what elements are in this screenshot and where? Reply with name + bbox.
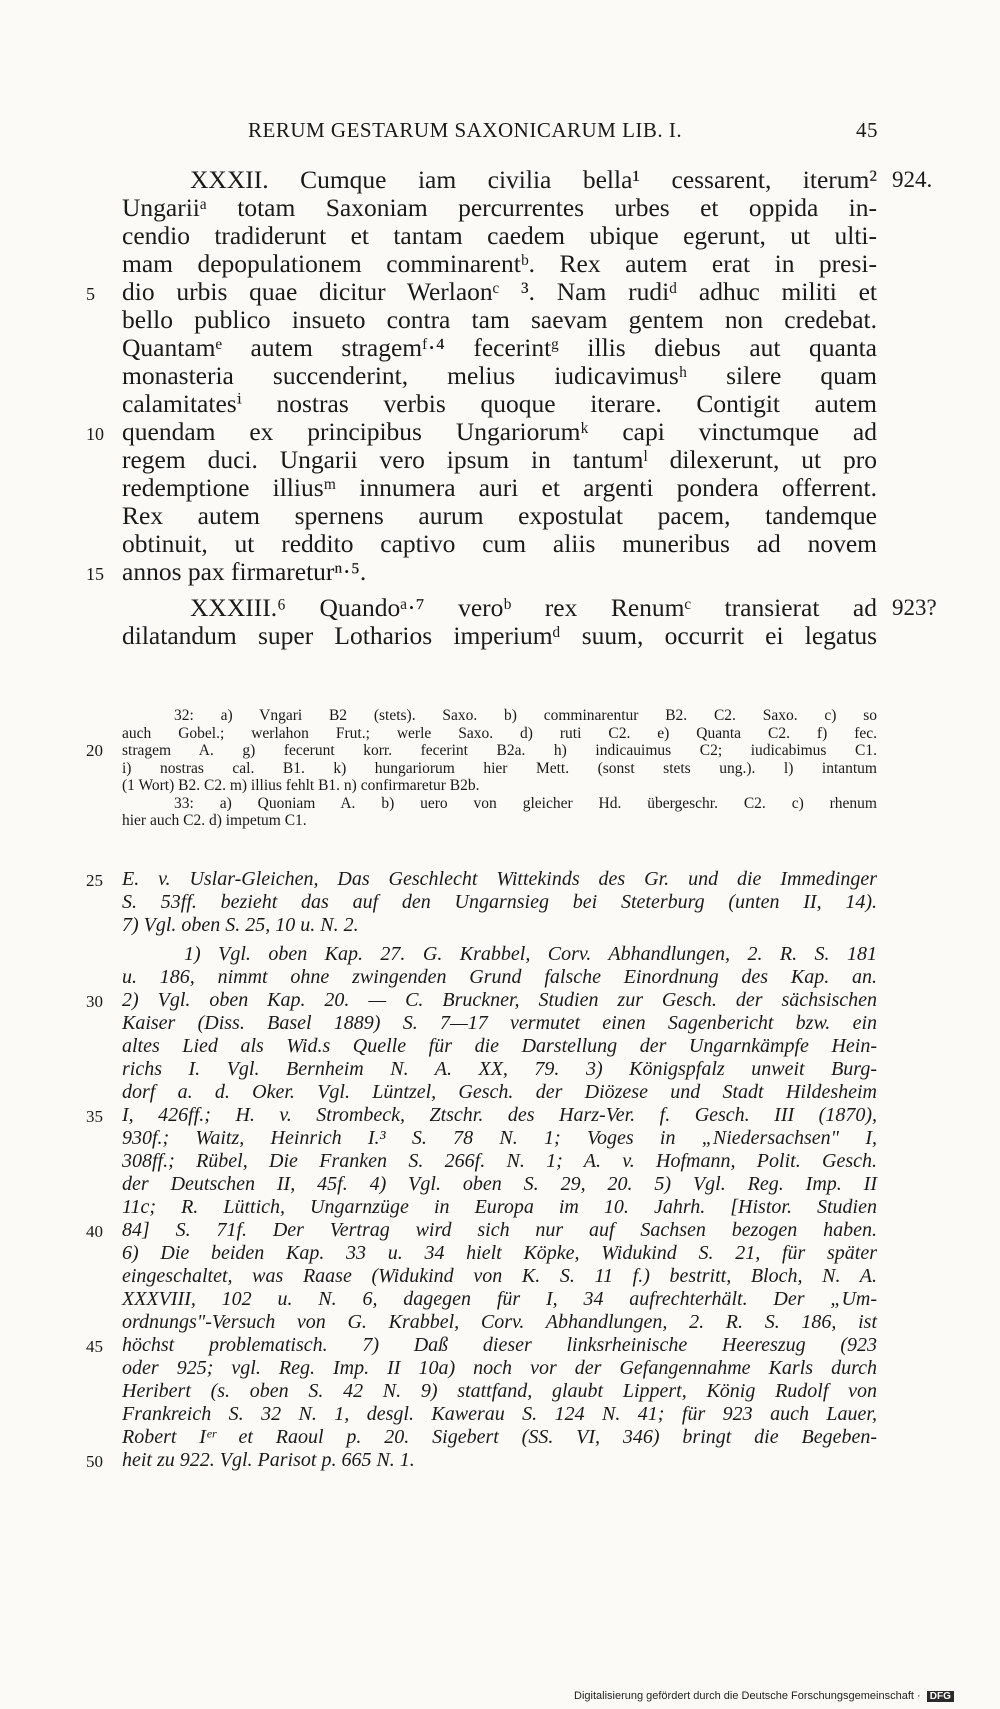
text-line-text: XXXIII.⁶ Quandoᵃ·⁷ veroᵇ rex Renumᶜ transierat ad — [190, 593, 877, 622]
commentary-line-text: Heribert (s. oben S. 42 N. 9) stattfand, glaubt Lippert, König Rudolf von — [122, 1380, 877, 1402]
commentary-line-text: 7) Vgl. oben S. 25, 10 u. N. 2. — [122, 914, 359, 936]
text-line-text: dilatandum super Lotharios imperiumᵈ suum, occurrit ei legatus — [122, 621, 877, 650]
line-number: 30 — [86, 992, 103, 1011]
commentary-line-text: 11c; R. Lüttich, Ungarnzüge in Europa im 10. Jahrh. [Histor. Studien — [122, 1196, 877, 1218]
text-line — [122, 530, 877, 558]
apparatus-line-text: hier auch C2. d) impetum C1. — [122, 812, 307, 829]
text-line — [122, 362, 877, 390]
commentary-line-text: dorf a. d. Oker. Vgl. Lüntzel, Gesch. der Diözese und Stadt Hildesheim — [122, 1081, 877, 1103]
text-line — [86, 277, 877, 306]
text-line — [122, 502, 877, 530]
text-line-text: quendam ex principibus Ungariorumᵏ capi vinctumque ad — [122, 417, 877, 446]
commentary-line — [122, 891, 877, 914]
line-number: 50 — [86, 1452, 103, 1471]
commentary-line-text: Robert Iᵉʳ et Raoul p. 20. Sigebert (SS. VI, 346) bringt die Begeben- — [122, 1426, 877, 1448]
text-line-text: bello publico insueto contra tam saevam gentem non credebat. — [122, 305, 877, 334]
year-marginal: 923? — [892, 595, 937, 620]
commentary-line-text: 6) Die beiden Kap. 33 u. 34 hielt Köpke, Widukind S. 21, für später — [122, 1242, 877, 1264]
commentary-line — [122, 1058, 877, 1081]
year-marginal: 924. — [892, 167, 933, 192]
page-number: 45 — [856, 118, 878, 142]
commentary-line-text: I, 426ff.; H. v. Strombeck, Ztschr. des Harz-Ver. f. Gesch. III (1870), — [122, 1104, 877, 1126]
commentary-line — [122, 1265, 877, 1288]
commentary-line-text: u. 186, nimmt ohne zwingenden Grund falsche Einordnung des Kap. an. — [122, 966, 877, 988]
commentary-line-text: der Deutschen II, 45f. 4) Vgl. oben S. 29, 20. 5) Vgl. Reg. Imp. II — [122, 1173, 877, 1195]
commentary-line — [86, 1219, 877, 1242]
line-number: 10 — [86, 424, 104, 444]
text-line-text: redemptione illiusᵐ innumera auri et argenti pondera offerrent. — [122, 473, 877, 502]
line-number: 40 — [86, 1222, 103, 1241]
commentary-line — [86, 868, 877, 891]
commentary-line — [122, 1127, 877, 1150]
commentary-line — [122, 1380, 877, 1403]
commentary-line — [122, 1357, 877, 1380]
text-line — [122, 622, 877, 650]
commentary-line-text: XXXVIII, 102 u. N. 6, dagegen für I, 34 aufrechterhält. Der „Um- — [122, 1288, 877, 1310]
commentary-line — [122, 1242, 877, 1265]
commentary-line — [122, 1196, 877, 1219]
commentary-line-text: eingeschaltet, was Raase (Widukind von K. S. 11 f.) bestritt, Bloch, N. A. — [122, 1265, 877, 1287]
commentary-line-text: 84] S. 71f. Der Vertrag wird sich nur auf Sachsen bezogen haben. — [122, 1219, 877, 1241]
text-line — [86, 417, 877, 446]
apparatus-line-text: (1 Wort) B2. C2. m) illius fehlt B1. n) confirmaretur B2b. — [122, 777, 480, 794]
commentary-line — [86, 1104, 877, 1127]
line-number: 35 — [86, 1107, 103, 1126]
commentary-line — [122, 1035, 877, 1058]
text-line — [86, 557, 877, 586]
commentary-line-text: 2) Vgl. oben Kap. 20. — C. Bruckner, Studien zur Gesch. der sächsischen — [122, 989, 877, 1011]
apparatus-line-text: 33: a) Quoniam A. b) uero von gleicher Hd. übergeschr. C2. c) rhenum — [174, 794, 877, 812]
apparatus-line — [122, 760, 877, 778]
commentary-line — [122, 966, 877, 989]
commentary-line-text: heit zu 922. Vgl. Parisot p. 665 N. 1. — [122, 1449, 415, 1471]
line-number: 45 — [86, 1337, 103, 1356]
running-title: RERUM GESTARUM SAXONICARUM LIB. I. — [248, 118, 683, 142]
commentary-notes — [86, 868, 877, 1472]
text-line-text: Ungariiᵃ totam Saxoniam percurrentes urbes et oppida in- — [122, 193, 877, 222]
apparatus-line — [122, 795, 877, 813]
text-line-text: monasteria succenderint, melius iudicavimusʰ silere quam — [122, 361, 877, 390]
line-number: 20 — [86, 741, 103, 760]
text-line — [122, 474, 877, 502]
commentary-line — [122, 1081, 877, 1104]
commentary-line — [86, 1334, 877, 1357]
text-line-text: XXXII. Cumque iam civilia bella¹ cessarent, iterum² — [190, 165, 877, 194]
textual-apparatus — [86, 707, 877, 830]
apparatus-line-text: i) nostras cal. B1. k) hungariorum hier Mett. (sonst stets ung.). l) intantum — [122, 759, 877, 777]
commentary-line — [122, 1426, 877, 1449]
dfg-badge: DFG — [927, 1691, 954, 1702]
apparatus-line — [122, 707, 877, 725]
commentary-line-text: oder 925; vgl. Reg. Imp. II 10a) noch vor der Gefangennahme Karls durch — [122, 1357, 877, 1379]
commentary-line-text: Frankreich S. 32 N. 1, desgl. Kawerau S. 124 N. 41; für 923 auch Lauer, — [122, 1403, 877, 1425]
commentary-line — [122, 1403, 877, 1426]
commentary-line-text: höchst problematisch. 7) Daß dieser linksrheinische Heereszug (923 — [122, 1334, 877, 1356]
commentary-line — [122, 1288, 877, 1311]
commentary-line-text: 1) Vgl. oben Kap. 27. G. Krabbel, Corv. Abhandlungen, 2. R. S. 181 — [184, 943, 877, 965]
running-header — [248, 118, 878, 143]
text-line — [122, 250, 877, 278]
apparatus-line-text: stragem A. g) fecerunt korr. fecerint B2a. h) indicauimus C2; iudicabimus C1. — [122, 742, 877, 759]
commentary-line-text: E. v. Uslar-Gleichen, Das Geschlecht Wittekinds des Gr. und die Immedinger — [122, 868, 877, 890]
text-line — [122, 194, 877, 222]
commentary-line — [122, 1173, 877, 1196]
commentary-line — [86, 989, 877, 1012]
text-line — [122, 222, 877, 250]
credit-text: Digitalisierung gefördert durch die Deutsche Forschungsgemeinschaft · — [574, 1690, 921, 1702]
text-line-text: Rex autem spernens aurum expostulat pacem, tandemque — [122, 501, 877, 530]
text-line — [122, 390, 877, 418]
digitization-credit — [574, 1690, 954, 1702]
text-line-text: dio urbis quae dicitur Werlaonᶜ ³. Nam rudiᵈ adhuc militi et — [122, 277, 877, 306]
text-line — [122, 334, 877, 362]
text-line — [122, 593, 937, 622]
apparatus-line — [86, 741, 877, 760]
commentary-line-text: S. 53ff. bezieht das auf den Ungarnsieg bei Steterburg (unten II, 14). — [122, 891, 877, 913]
commentary-line — [122, 1311, 877, 1334]
commentary-line — [122, 914, 877, 937]
main-text — [86, 165, 937, 650]
apparatus-line — [122, 812, 877, 830]
text-line-text: obtinuit, ut reddito captivo cum aliis muneribus ad novem — [122, 529, 877, 558]
line-number: 25 — [86, 871, 103, 890]
apparatus-line-text: 32: a) Vngari B2 (stets). Saxo. b) comminarentur B2. C2. Saxo. c) so — [174, 707, 877, 724]
commentary-line-text: ordnungs"-Versuch von G. Krabbel, Corv. Abhandlungen, 2. R. S. 186, ist — [122, 1311, 877, 1333]
commentary-line-text: 930f.; Waitz, Heinrich I.³ S. 78 N. 1; Voges in „Niedersachsen" I, — [122, 1127, 877, 1149]
commentary-line — [122, 943, 877, 966]
commentary-line-text: altes Lied als Wid.s Quelle für die Darstellung der Ungarnkämpfe Hein- — [122, 1035, 877, 1057]
apparatus-line — [122, 777, 877, 795]
text-line — [122, 165, 933, 194]
text-line-text: calamitatesⁱ nostras verbis quoque iterare. Contigit autem — [122, 389, 877, 418]
commentary-line-text: richs I. Vgl. Bernheim N. A. XX, 79. 3) Königspfalz unweit Burg- — [122, 1058, 877, 1080]
apparatus-line-text: auch Gobel.; werlahon Frut.; werle Saxo. d) ruti C2. e) Quanta C2. f) fec. — [122, 724, 877, 742]
commentary-line — [122, 1012, 877, 1035]
text-line-text: mam depopulationem comminarentᵇ. Rex autem erat in presi- — [122, 249, 877, 278]
text-line-text: annos pax firmareturⁿ·⁵. — [122, 557, 367, 586]
text-line — [122, 306, 877, 334]
line-number: 5 — [86, 284, 95, 304]
line-number: 15 — [86, 564, 104, 584]
commentary-line — [86, 1449, 877, 1472]
text-line-text: Quantamᵉ autem stragemᶠ·⁴ fecerintᵍ illis diebus aut quanta — [122, 333, 877, 362]
text-line-text: cendio tradiderunt et tantam caedem ubique egerunt, ut ulti- — [122, 221, 877, 250]
text-line — [122, 446, 877, 474]
text-line-text: regem duci. Ungarii vero ipsum in tantumˡ dilexerunt, ut pro — [122, 445, 877, 474]
apparatus-line — [122, 725, 877, 743]
commentary-line-text: Kaiser (Diss. Basel 1889) S. 7—17 vermutet einen Sagenbericht bzw. ein — [122, 1012, 877, 1034]
commentary-line-text: 308ff.; Rübel, Die Franken S. 266f. N. 1; A. v. Hofmann, Polit. Gesch. — [122, 1150, 877, 1172]
commentary-line — [122, 1150, 877, 1173]
